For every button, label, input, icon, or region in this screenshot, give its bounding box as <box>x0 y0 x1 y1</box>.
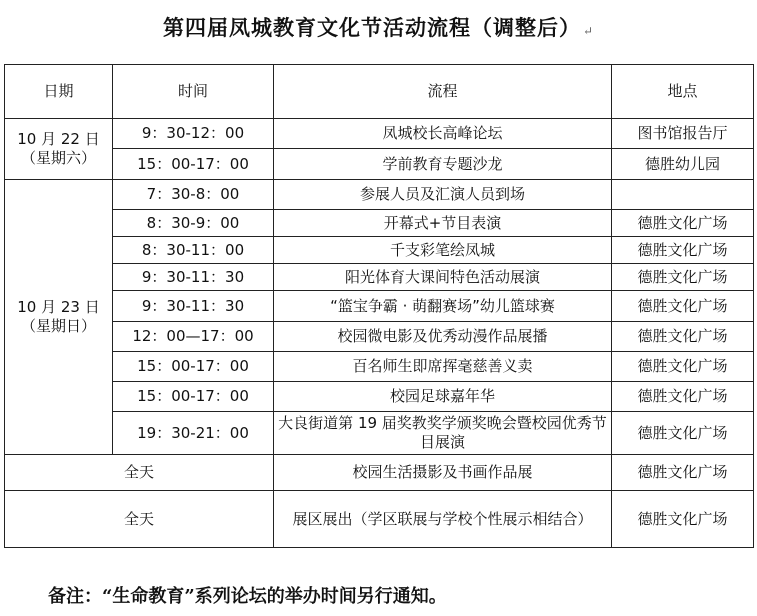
place-cell: 德胜文化广场 <box>612 264 754 291</box>
flow-cell: 校园微电影及优秀动漫作品展播 <box>274 322 612 352</box>
header-date: 日期 <box>5 65 113 119</box>
table-row <box>5 455 754 491</box>
time-cell: 15：00-17：00 <box>113 352 274 382</box>
place-cell: 德胜文化广场 <box>612 382 754 412</box>
date-label: 10 月 22 日 <box>17 130 100 148</box>
time-cell: 9：30-12：00 <box>113 119 274 149</box>
footnote: 备注：“生命教育”系列论坛的举办时间另行通知。 <box>48 586 447 607</box>
date-cell <box>5 180 113 455</box>
date-cell <box>5 119 113 180</box>
table-row <box>5 322 754 352</box>
place-cell: 德胜文化广场 <box>612 237 754 264</box>
place-cell <box>612 180 754 210</box>
table-row <box>5 119 754 149</box>
flow-cell: 开幕式+节目表演 <box>274 210 612 237</box>
table-row <box>5 210 754 237</box>
time-cell: 12：00—17：00 <box>113 322 274 352</box>
place-cell: 德胜文化广场 <box>612 322 754 352</box>
flow-cell: 大良街道第 19 届奖教奖学颁奖晚会暨校园优秀节目展演 <box>274 412 612 455</box>
flow-cell: 学前教育专题沙龙 <box>274 149 612 180</box>
page-title: 第四届凤城教育文化节活动流程（调整后） ↵ <box>162 15 595 40</box>
time-cell: 9：30-11：30 <box>113 291 274 322</box>
table-row <box>5 291 754 322</box>
place-cell: 德胜文化广场 <box>612 455 754 491</box>
place-cell: 德胜文化广场 <box>612 291 754 322</box>
table-row <box>5 352 754 382</box>
date-label: 10 月 23 日 <box>17 298 100 316</box>
allday-cell: 全天 <box>5 491 274 548</box>
flow-cell: 校园足球嘉年华 <box>274 382 612 412</box>
place-cell: 图书馆报告厅 <box>612 119 754 149</box>
table-row <box>5 382 754 412</box>
header-place: 地点 <box>612 65 754 119</box>
time-cell: 19：30-21：00 <box>113 412 274 455</box>
flow-cell: 百名师生即席挥毫慈善义卖 <box>274 352 612 382</box>
flow-cell: “篮宝争霸 · 萌翻赛场”幼儿篮球赛 <box>274 291 612 322</box>
table-row <box>5 412 754 455</box>
header-row <box>5 65 754 119</box>
place-cell: 德胜文化广场 <box>612 491 754 548</box>
flow-cell: 参展人员及汇演人员到场 <box>274 180 612 210</box>
table-row <box>5 180 754 210</box>
table-row <box>5 264 754 291</box>
flow-cell: 阳光体育大课间特色活动展演 <box>274 264 612 291</box>
table-row <box>5 149 754 180</box>
table-row <box>5 237 754 264</box>
schedule-table <box>4 64 754 548</box>
time-cell: 15：00-17：00 <box>113 382 274 412</box>
weekday-label: （星期日） <box>20 317 96 335</box>
place-cell: 德胜文化广场 <box>612 412 754 455</box>
allday-cell: 全天 <box>5 455 274 491</box>
place-cell: 德胜幼儿园 <box>612 149 754 180</box>
place-cell: 德胜文化广场 <box>612 210 754 237</box>
table-row <box>5 491 754 548</box>
time-cell: 15：00-17：00 <box>113 149 274 180</box>
flow-cell: 凤城校长高峰论坛 <box>274 119 612 149</box>
flow-cell: 校园生活摄影及书画作品展 <box>274 455 612 491</box>
place-cell: 德胜文化广场 <box>612 352 754 382</box>
flow-cell: 展区展出（学区联展与学校个性展示相结合） <box>274 491 612 548</box>
header-time: 时间 <box>113 65 274 119</box>
time-cell: 8：30-9：00 <box>113 210 274 237</box>
header-flow: 流程 <box>274 65 612 119</box>
time-cell: 7：30-8：00 <box>113 180 274 210</box>
flow-cell: 千支彩笔绘凤城 <box>274 237 612 264</box>
weekday-label: （星期六） <box>20 149 96 167</box>
time-cell: 9：30-11：30 <box>113 264 274 291</box>
time-cell: 8：30-11：00 <box>113 237 274 264</box>
